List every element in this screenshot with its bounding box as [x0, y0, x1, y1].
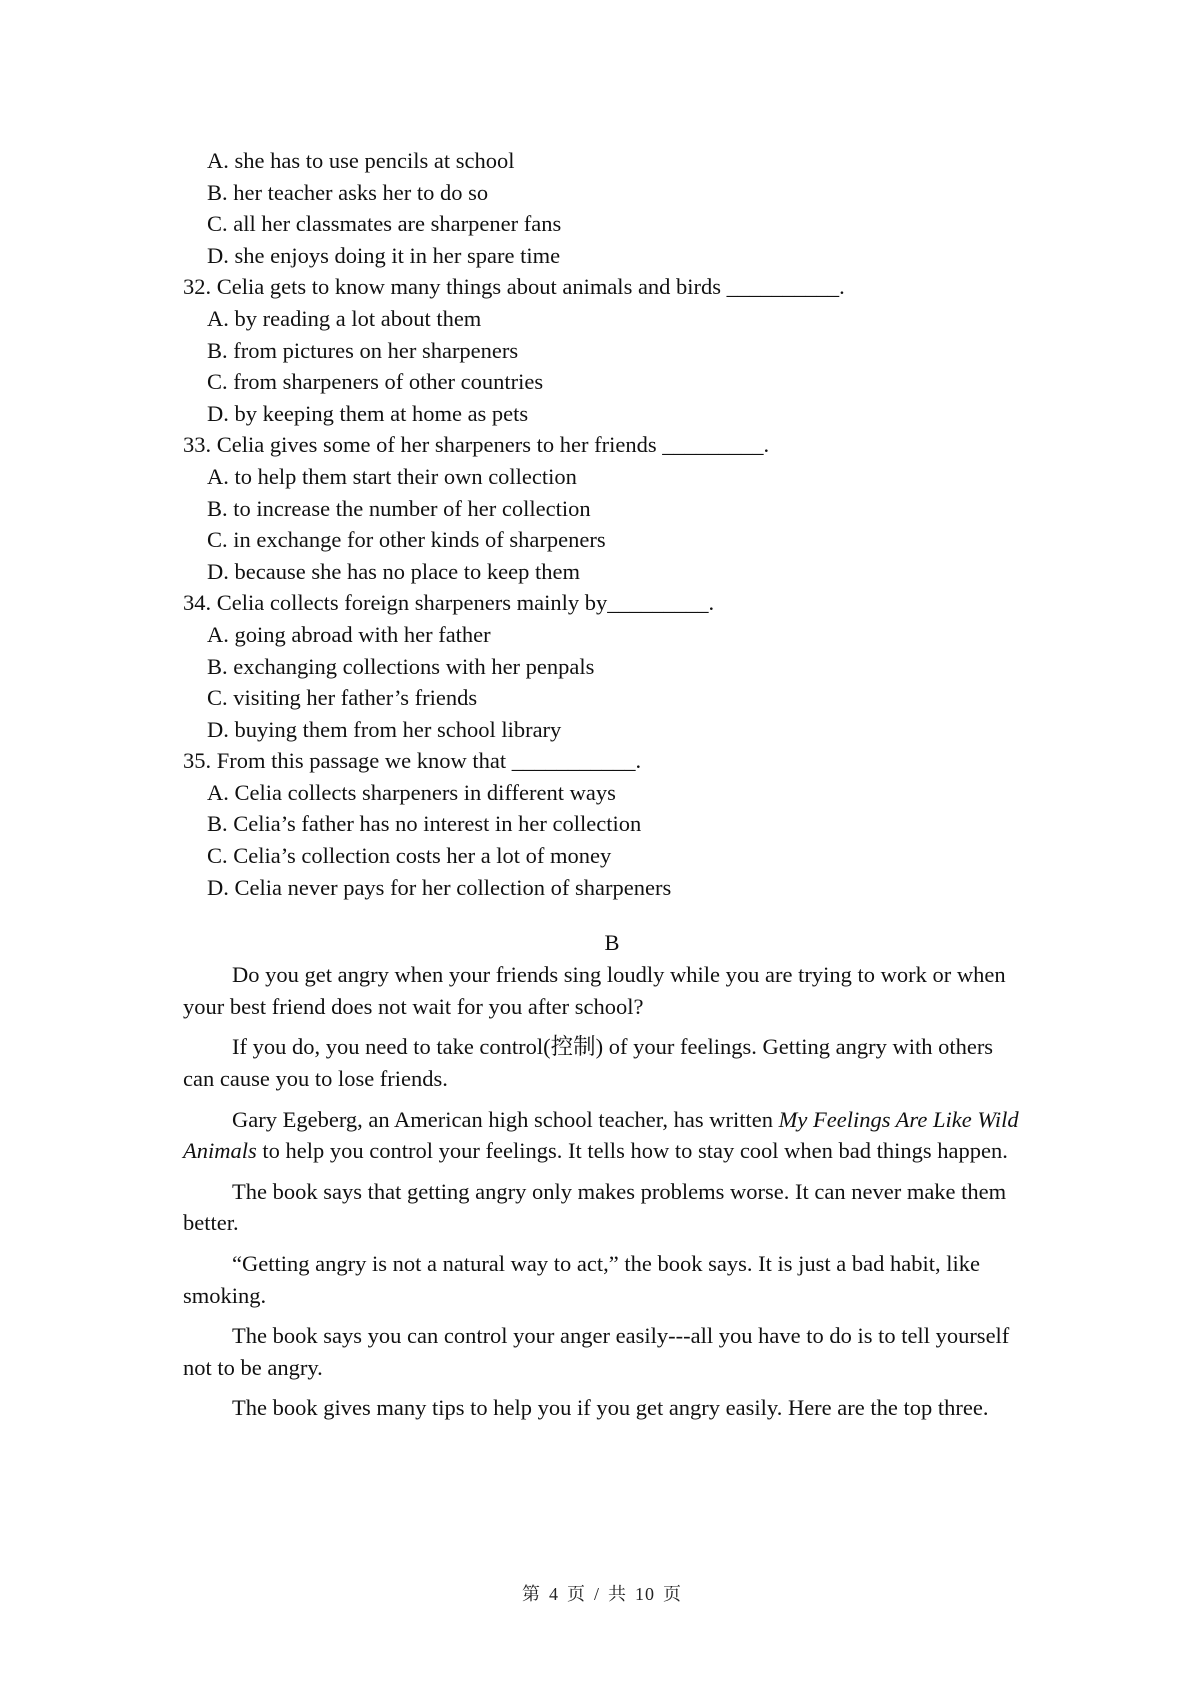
q32-stem: 32. Celia gets to know many things about animals and birds __________. — [183, 274, 845, 300]
passage-paragraph-6: The book says you can control your anger easily---all you have to do is to tell yourself not to be angry. — [183, 1323, 1010, 1380]
paragraph-3-text-before: Gary Egeberg, an American high school teacher, has written — [232, 1106, 779, 1132]
q32-option-a: A. by reading a lot about them — [207, 305, 482, 331]
q35-option-a: A. Celia collects sharpeners in different ways — [207, 779, 616, 805]
passage-paragraph-3 — [183, 1104, 1023, 1167]
q35-option-b: B. Celia’s father has no interest in her collection — [207, 811, 642, 837]
q33-stem: 33. Celia gives some of her sharpeners to her friends _________. — [183, 432, 770, 458]
q33-option-b: B. to increase the number of her collection — [207, 495, 591, 521]
q34-option-a: A. going abroad with her father — [207, 621, 491, 647]
passage-paragraph-7: The book gives many tips to help you if you get angry easily. Here are the top three. — [232, 1395, 989, 1421]
q31-option-a: A. she has to use pencils at school — [207, 148, 515, 173]
footer-total-prefix: 共 — [608, 1584, 627, 1604]
q31-option-d: D. she enjoys doing it in her spare time — [207, 242, 561, 268]
footer-page-label: 页 — [566, 1584, 586, 1604]
page-content — [183, 145, 1023, 1433]
paragraph-3-text-after: to help you control your feelings. It tells how to stay cool when bad things happen. — [256, 1138, 1008, 1164]
footer-page-number: 4 — [548, 1584, 559, 1604]
passage-paragraph-1: Do you get angry when your friends sing loudly while you are trying to work or when your best friend does not wait for you after school? — [183, 962, 1006, 1019]
q32-option-c: C. from sharpeners of other countries — [207, 369, 544, 395]
page-footer — [0, 1580, 1200, 1606]
q35-stem: 35. From this passage we know that ___________. — [183, 748, 642, 774]
q34-option-b: B. exchanging collections with her penpals — [207, 653, 595, 679]
q33-option-d: D. because she has no place to keep them — [207, 558, 580, 584]
passage-paragraph-5: “Getting angry is not a natural way to act,” the book says. It is just a bad habit, like smoking. — [183, 1251, 980, 1308]
footer-page-prefix: 第 — [521, 1584, 541, 1604]
q32-option-b: B. from pictures on her sharpeners — [207, 337, 519, 363]
footer-total-suffix: 页 — [663, 1584, 682, 1604]
section-heading: B — [604, 930, 620, 956]
q34-option-c: C. visiting her father’s friends — [207, 685, 478, 711]
q31-option-c: C. all her classmates are sharpener fans — [207, 211, 562, 237]
q34-stem: 34. Celia collects foreign sharpeners mainly by_________. — [183, 590, 715, 616]
q35-option-d: D. Celia never pays for her collection of sharpeners — [207, 874, 672, 900]
footer-total-pages: 10 — [635, 1584, 655, 1604]
q34-option-d: D. buying them from her school library — [207, 716, 562, 742]
q32-option-d: D. by keeping them at home as pets — [207, 400, 529, 426]
q33-option-c: C. in exchange for other kinds of sharpeners — [207, 527, 606, 553]
q31-option-b: B. her teacher asks her to do so — [207, 179, 489, 205]
q35-option-c: C. Celia’s collection costs her a lot of money — [207, 843, 612, 869]
q33-option-a: A. to help them start their own collection — [207, 463, 577, 489]
passage-paragraph-2: If you do, you need to take control(控制) of your feelings. Getting angry with others can cause you to lose friends. — [183, 1034, 994, 1092]
book-title: My Feelings Are Like Wild Animals — [183, 1106, 1019, 1164]
passage-paragraph-4: The book says that getting angry only makes problems worse. It can never make them better. — [183, 1178, 1007, 1236]
footer-separator: / — [593, 1584, 600, 1604]
